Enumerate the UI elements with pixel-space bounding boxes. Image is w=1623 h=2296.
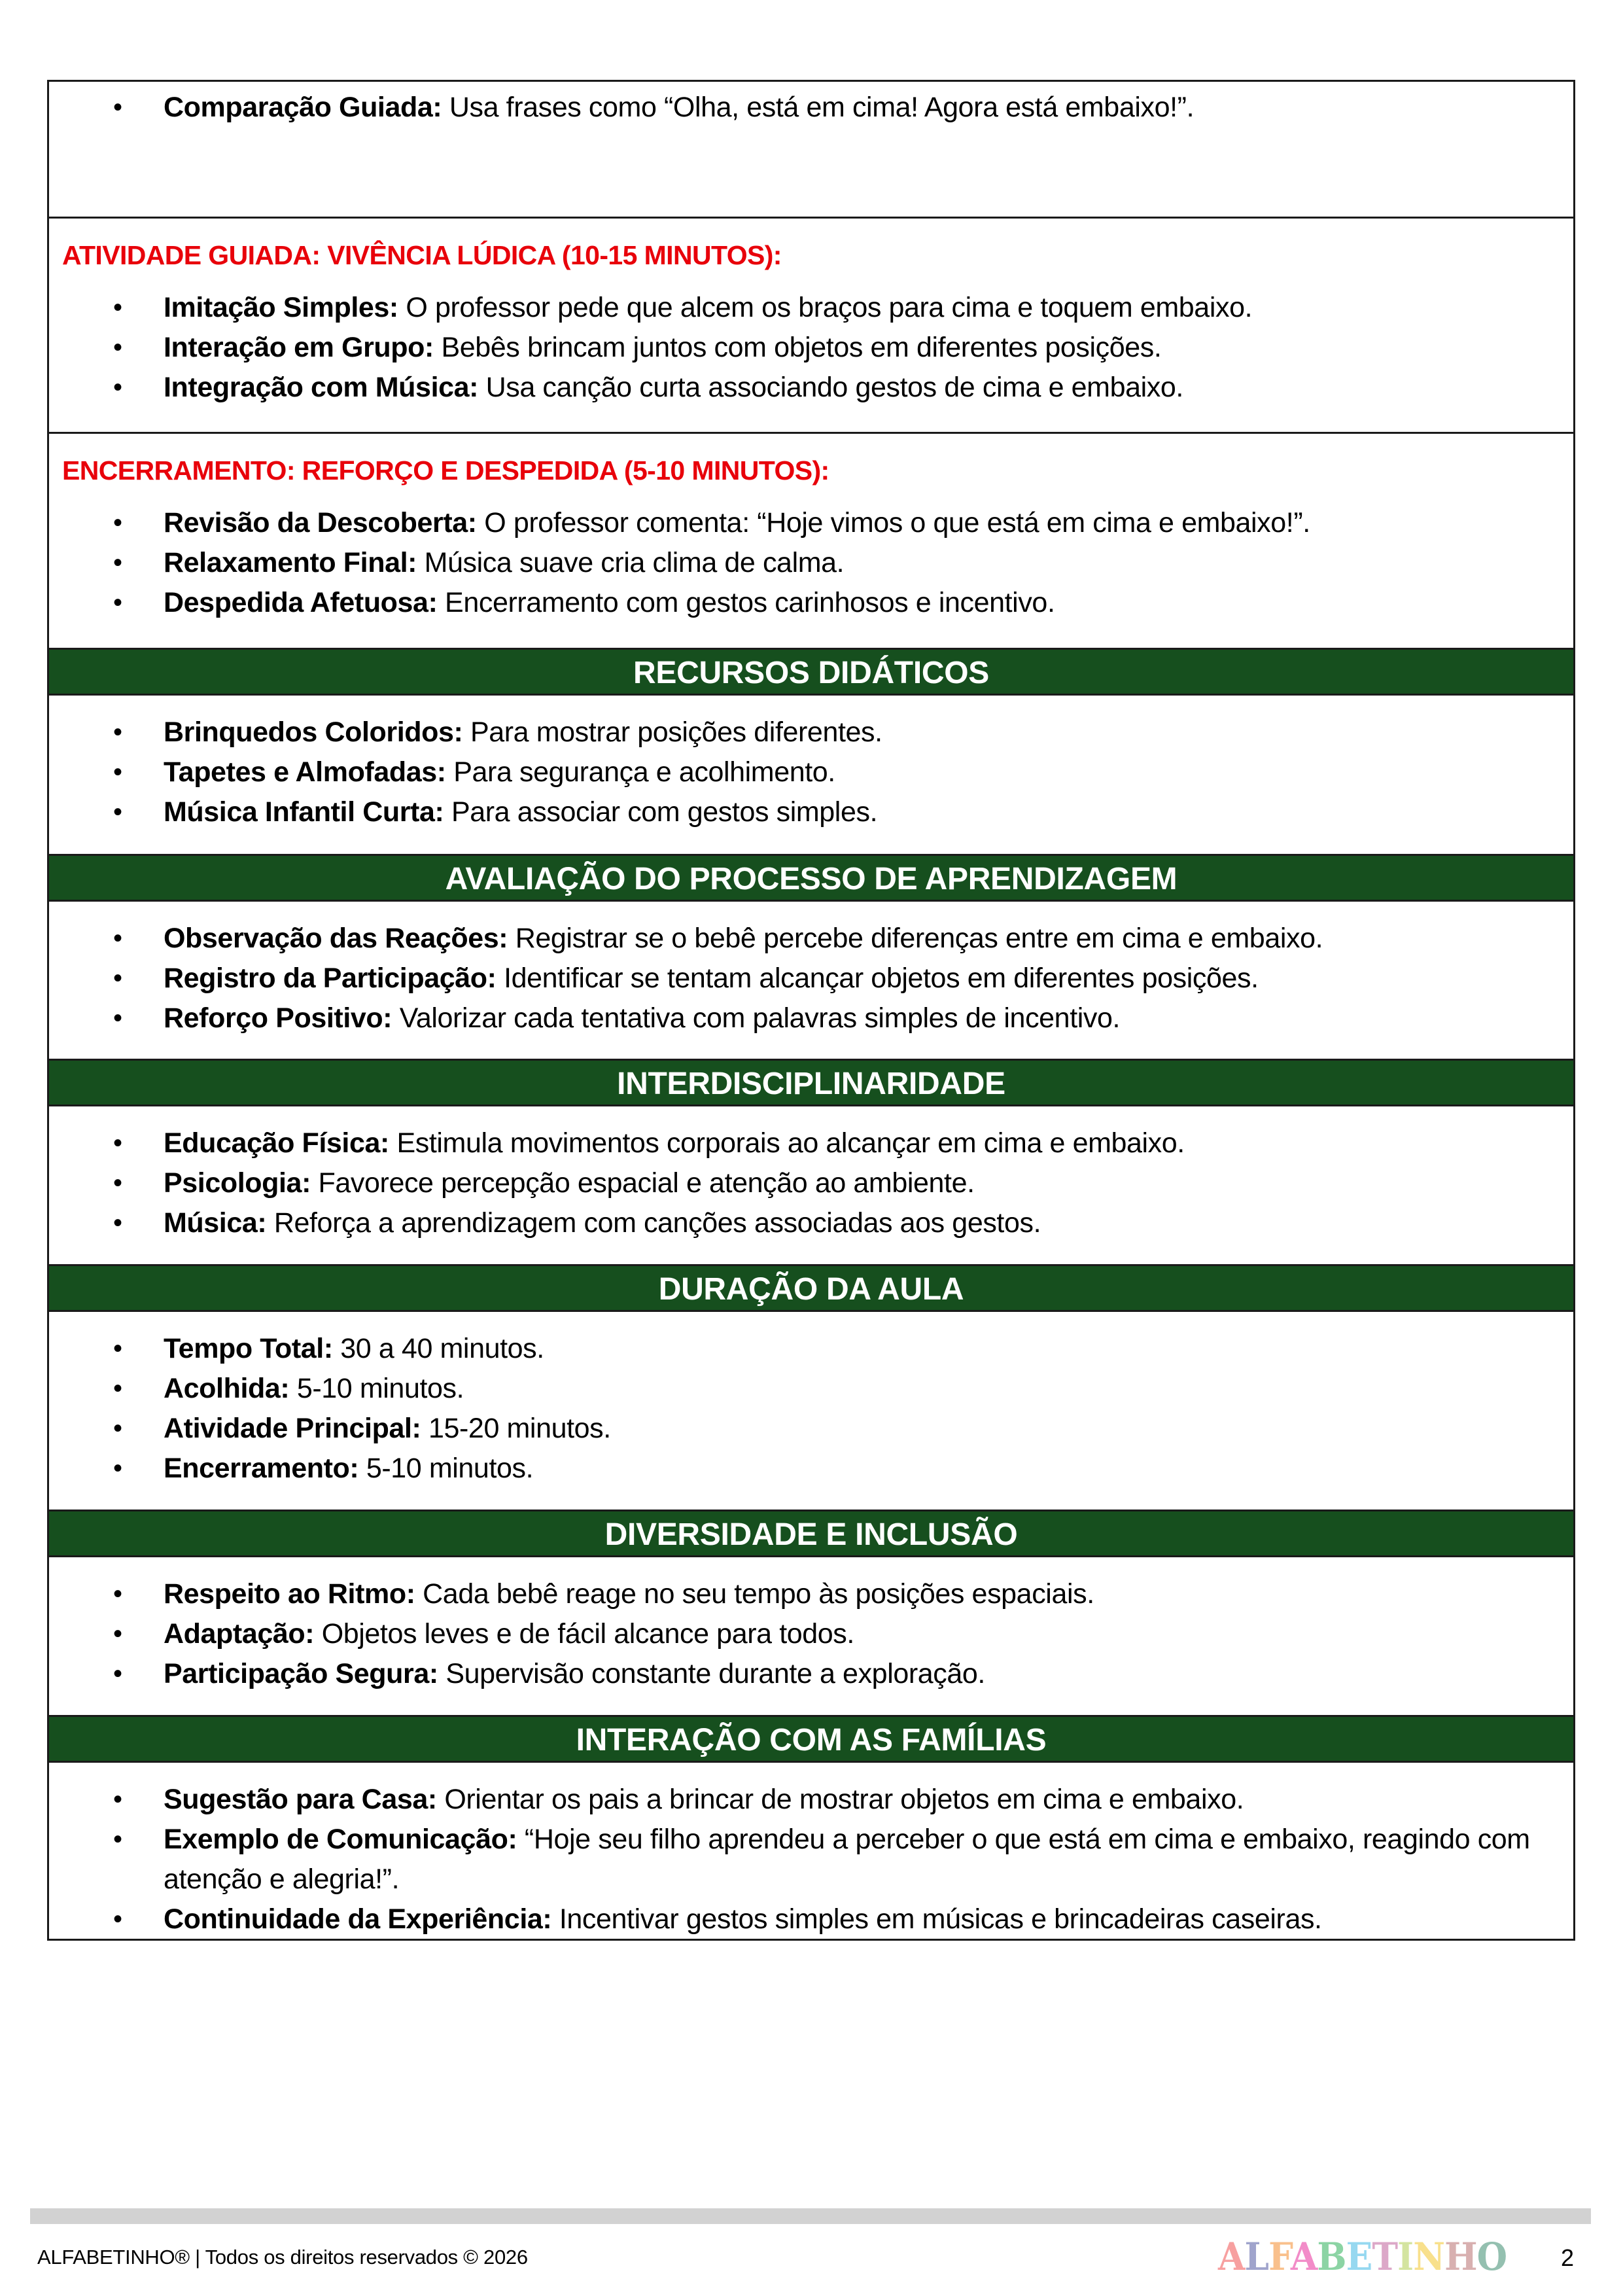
footer-divider-bar [30,2208,1591,2224]
bullet-icon: • [113,1905,122,1934]
logo-letter: N [1413,2234,1445,2279]
bullet-icon: • [113,1659,122,1688]
duration-content [49,1310,1573,1510]
list-item [49,1329,1560,1369]
item-text: Favorece percepção espacial e atenção ao ambiente. [310,1167,975,1199]
item-text: Bebês brincam juntos com objetos em diferentes posições. [433,332,1162,363]
item-text: Orientar os pais a brincar de mostrar objetos em cima e embaixo. [436,1784,1244,1815]
item-text: Reforça a aprendizagem com canções associadas aos gestos. [266,1207,1041,1239]
item-label: Imitação Simples: [164,292,398,323]
item-text: O professor comenta: “Hoje vimos o que está em cima e embaixo!”. [476,507,1310,539]
item-label: Educação Física: [164,1127,389,1159]
list-item [49,1899,1560,1939]
closing-list [49,486,1573,623]
item-label: Exemplo de Comunicação: [164,1824,517,1855]
list-item [49,1123,1560,1163]
item-label: Observação das Reações: [164,923,508,954]
list-item [49,1163,1560,1203]
list-item [49,1574,1560,1614]
logo-letter: A [1218,2234,1245,2279]
bullet-icon: • [113,1169,122,1197]
bullet-icon: • [113,1129,122,1157]
item-label: Comparação Guiada: [164,92,442,123]
lesson-plan-table [47,80,1575,1941]
bullet-icon: • [113,758,122,786]
bullet-icon: • [113,1825,122,1854]
list-item [49,503,1560,543]
list-item [49,368,1560,408]
item-text: Supervisão constante durante a exploração. [438,1658,985,1689]
section-heading-resources: RECURSOS DIDÁTICOS [49,648,1573,694]
item-label: Relaxamento Final: [164,547,417,578]
section-title: ENCERRAMENTO: REFORÇO E DESPEDIDA (5-10 MINUTOS): [62,455,829,486]
item-text: Para associar com gestos simples. [444,796,878,828]
list-item [49,328,1560,368]
bullet-icon: • [113,1334,122,1363]
bullet-icon: • [113,718,122,747]
bullet-icon: • [113,588,122,617]
bullet-icon: • [113,1580,122,1608]
bullet-icon: • [113,1209,122,1237]
item-text: Para segurança e acolhimento. [445,756,835,788]
list-item [49,583,1560,623]
list-item [49,1654,1560,1694]
bullet-icon: • [113,1785,122,1814]
item-text: Para mostrar posições diferentes. [462,716,882,748]
resources-content [49,694,1573,854]
interdisciplinarity-list [49,1106,1573,1243]
item-text: Encerramento com gestos carinhosos e incentivo. [437,587,1055,618]
logo-letter: T [1372,2234,1398,2279]
list-item [49,713,1560,752]
item-label: Tempo Total: [164,1333,333,1364]
guided-activity-list [49,271,1573,408]
footer-copyright: ALFABETINHO® | Todos os direitos reservados © 2026 [37,2246,528,2269]
item-text: O professor pede que alcem os braços para cima e toquem embaixo. [398,292,1253,323]
list-item [49,959,1560,998]
list-item [49,752,1560,792]
item-label: Revisão da Descoberta: [164,507,477,539]
bullet-icon: • [113,293,122,322]
item-text: Objetos leves e de fácil alcance para todos. [314,1618,854,1650]
item-label: Acolhida: [164,1373,290,1404]
list-item [49,998,1560,1038]
list-item [49,792,1560,832]
bullet-icon: • [113,924,122,953]
section-heading-assessment: AVALIAÇÃO DO PROCESSO DE APRENDIZAGEM [49,854,1573,900]
item-label: Continuidade da Experiência: [164,1903,552,1935]
item-text: 5-10 minutos. [289,1373,464,1404]
item-label: Adaptação: [164,1618,315,1650]
list-item [49,1449,1560,1489]
logo-letter: A [1290,2234,1318,2279]
section-heading-families: INTERAÇÃO COM AS FAMÍLIAS [49,1715,1573,1761]
bullet-icon: • [113,373,122,402]
item-text: Usa canção curta associando gestos de cima e embaixo. [478,372,1183,403]
item-label: Registro da Participação: [164,963,497,994]
intro-list [49,82,1573,128]
list-item [49,1820,1560,1899]
item-label: Música: [164,1207,267,1239]
item-label: Atividade Principal: [164,1413,421,1444]
diversity-list [49,1557,1573,1694]
item-label: Integração com Música: [164,372,479,403]
item-text: “Hoje seu filho aprendeu a perceber o que está em cima e embaixo, reagindo com atenção e alegria!”. [164,1824,1530,1895]
item-text: Estimula movimentos corporais ao alcançar em cima e embaixo. [389,1127,1185,1159]
resources-list [49,696,1573,832]
item-label: Reforço Positivo: [164,1002,393,1034]
duration-list [49,1312,1573,1489]
bullet-icon: • [113,1619,122,1648]
item-text: Identificar se tentam alcançar objetos em diferentes posições. [496,963,1259,994]
logo-letter: I [1397,2234,1414,2279]
logo-letter: L [1244,2234,1269,2279]
item-text: 5-10 minutos. [358,1453,534,1484]
bullet-icon: • [113,1414,122,1443]
bullet-icon: • [113,333,122,362]
assessment-list [49,902,1573,1038]
item-text: Incentivar gestos simples em músicas e brincadeiras caseiras. [551,1903,1322,1935]
list-item [49,1369,1560,1409]
section-heading-interdisciplinarity: INTERDISCIPLINARIDADE [49,1059,1573,1104]
list-item [49,1203,1560,1243]
list-item [49,1409,1560,1449]
bullet-icon: • [113,964,122,993]
item-text: Registrar se o bebê percebe diferenças entre em cima e embaixo. [508,923,1323,954]
bullet-icon: • [113,798,122,826]
item-label: Tapetes e Almofadas: [164,756,446,788]
list-item [49,288,1560,328]
intro-row [49,82,1573,217]
logo-letter: H [1444,2234,1477,2279]
item-label: Música Infantil Curta: [164,796,444,828]
families-list [49,1763,1573,1939]
item-label: Sugestão para Casa: [164,1784,437,1815]
item-text: 30 a 40 minutos. [332,1333,544,1364]
logo-letter: E [1346,2234,1372,2279]
bullet-icon: • [113,93,122,122]
item-label: Interação em Grupo: [164,332,434,363]
alfabetinho-logo [1218,2234,1507,2279]
list-item [49,543,1560,583]
bullet-icon: • [113,1374,122,1403]
logo-letter: F [1268,2234,1291,2279]
list-item [49,919,1560,959]
item-text: Valorizar cada tentativa com palavras simples de incentivo. [392,1002,1121,1034]
item-label: Participação Segura: [164,1658,438,1689]
section-title: ATIVIDADE GUIADA: VIVÊNCIA LÚDICA (10-15 MINUTOS): [62,240,782,270]
item-text: Cada bebê reage no seu tempo às posições espaciais. [415,1578,1094,1610]
section-heading-duration: DURAÇÃO DA AULA [49,1264,1573,1310]
list-item [49,1780,1560,1820]
logo-letter: O [1476,2234,1507,2279]
assessment-content [49,900,1573,1059]
item-text: 15-20 minutos. [421,1413,611,1444]
bullet-icon: • [113,1004,122,1033]
diversity-content [49,1555,1573,1715]
bullet-icon: • [113,548,122,577]
bullet-icon: • [113,508,122,537]
item-label: Respeito ao Ritmo: [164,1578,415,1610]
interdisciplinarity-content [49,1104,1573,1264]
item-label: Despedida Afetuosa: [164,587,438,618]
logo-letter: B [1317,2234,1346,2279]
item-text: Música suave cria clima de calma. [417,547,845,578]
guided-activity-row [49,217,1573,432]
item-label: Brinquedos Coloridos: [164,716,463,748]
item-text: Usa frases como “Olha, está em cima! Agora está embaixo!”. [442,92,1195,123]
bullet-icon: • [113,1454,122,1483]
item-label: Psicologia: [164,1167,311,1199]
families-content [49,1761,1573,1939]
section-heading-diversity: DIVERSIDADE E INCLUSÃO [49,1510,1573,1555]
closing-row [49,432,1573,648]
item-label: Encerramento: [164,1453,359,1484]
page-number: 2 [1561,2244,1575,2271]
list-item [49,88,1560,128]
list-item [49,1614,1560,1654]
